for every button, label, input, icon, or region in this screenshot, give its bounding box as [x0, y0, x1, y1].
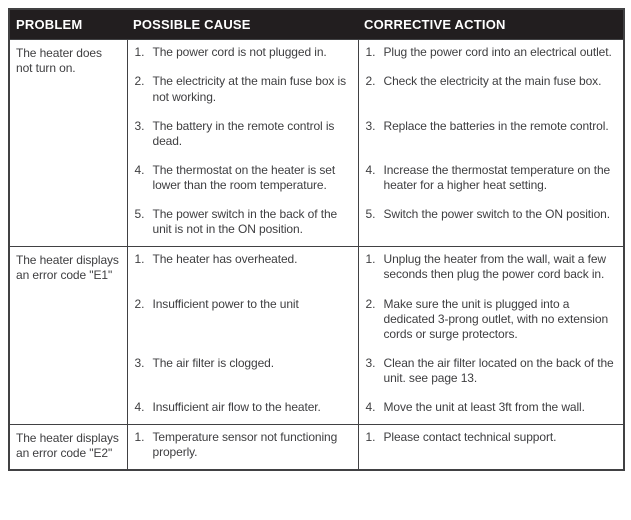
cause-text: Insufficient air flow to the heater. [152, 400, 321, 415]
action-cell [358, 351, 624, 395]
cause-cell [127, 202, 358, 247]
header-problem: PROBLEM [9, 9, 127, 40]
cause-cell [127, 247, 358, 292]
item-number: 5. [365, 207, 376, 222]
header-possible-cause: POSSIBLE CAUSE [127, 9, 358, 40]
item-number: 5. [134, 207, 145, 222]
action-text: Switch the power switch to the ON position. [383, 207, 610, 222]
action-item [366, 119, 616, 134]
item-number: 1. [134, 45, 145, 60]
problem-cell: The heater displays an error code "E2" [9, 425, 127, 471]
action-item [366, 356, 616, 386]
action-text: Replace the batteries in the remote control. [383, 118, 609, 133]
table-row [9, 247, 624, 292]
action-cell [358, 40, 624, 70]
item-number: 1. [365, 45, 376, 60]
action-text: Move the unit at least 3ft from the wall. [383, 400, 585, 415]
action-item [366, 163, 616, 193]
action-cell [358, 425, 624, 471]
action-text: Please contact technical support. [383, 430, 557, 445]
table-body [9, 40, 624, 471]
problem-cell: The heater displays an error code "E1" [9, 247, 127, 425]
action-cell [358, 114, 624, 158]
cause-cell [127, 40, 358, 70]
action-item [366, 430, 616, 445]
cause-cell [127, 351, 358, 395]
item-number: 3. [365, 355, 376, 370]
action-cell [358, 247, 624, 292]
cause-cell [127, 425, 358, 471]
item-number: 4. [134, 162, 145, 177]
action-cell [358, 158, 624, 202]
item-number: 2. [134, 296, 145, 311]
table-header [9, 9, 624, 40]
cause-item [135, 252, 350, 267]
item-number: 4. [365, 400, 376, 415]
action-cell [358, 69, 624, 113]
action-item [366, 74, 616, 89]
action-cell [358, 292, 624, 351]
cause-text: The power cord is not plugged in. [152, 45, 327, 60]
action-text: Unplug the heater from the wall, wait a few seconds then plug the power cord back in. [383, 252, 606, 282]
action-cell [358, 395, 624, 425]
cause-item [135, 119, 350, 149]
cause-cell [127, 69, 358, 113]
table-row [9, 40, 624, 70]
action-text: Clean the air filter located on the back of the unit. see page 13. [383, 355, 614, 386]
action-item [366, 252, 616, 282]
cause-text: Temperature sensor not functioning properly. [152, 430, 338, 460]
item-number: 4. [134, 400, 145, 415]
action-text: Check the electricity at the main fuse box. [383, 74, 602, 89]
action-item [366, 297, 616, 342]
item-number: 3. [134, 118, 145, 133]
item-number: 3. [365, 118, 376, 133]
cause-item [135, 45, 350, 60]
problem-cell: The heater does not turn on. [9, 40, 127, 247]
action-item [366, 207, 616, 222]
troubleshooting-table [8, 8, 625, 471]
cause-text: The heater has overheated. [152, 252, 298, 267]
action-cell [358, 202, 624, 247]
cause-cell [127, 395, 358, 425]
header-corrective-action: CORRECTIVE ACTION [358, 9, 624, 40]
item-number: 1. [134, 430, 145, 445]
cause-item [135, 297, 350, 312]
item-number: 1. [365, 430, 376, 445]
cause-cell [127, 114, 358, 158]
cause-text: Insufficient power to the unit [152, 296, 299, 311]
cause-item [135, 207, 350, 237]
action-item [366, 45, 616, 60]
cause-item [135, 400, 350, 415]
cause-cell [127, 292, 358, 351]
header-row [9, 9, 624, 40]
cause-text: The air filter is clogged. [152, 355, 274, 370]
action-text: Increase the thermostat temperature on the heater for a higher heat setting. [383, 162, 611, 193]
table-row [9, 425, 624, 471]
item-number: 1. [365, 252, 376, 267]
cause-item [135, 356, 350, 371]
cause-item [135, 163, 350, 193]
item-number: 2. [134, 74, 145, 89]
cause-item [135, 74, 350, 104]
item-number: 1. [134, 252, 145, 267]
action-text: Make sure the unit is plugged into a dedicated 3-prong outlet, with no extension cords or surge protectors. [383, 296, 609, 341]
item-number: 4. [365, 162, 376, 177]
cause-text: The power switch in the back of the unit is not in the ON position. [152, 207, 338, 237]
item-number: 2. [365, 296, 376, 311]
cause-text: The thermostat on the heater is set lower than the room temperature. [152, 162, 336, 193]
cause-text: The battery in the remote control is dead. [152, 118, 335, 148]
action-text: Plug the power cord into an electrical outlet. [383, 45, 612, 60]
action-item [366, 400, 616, 415]
item-number: 2. [365, 74, 376, 89]
cause-text: The electricity at the main fuse box is not working. [152, 74, 347, 104]
item-number: 3. [134, 355, 145, 370]
cause-cell [127, 158, 358, 202]
cause-item [135, 430, 350, 460]
